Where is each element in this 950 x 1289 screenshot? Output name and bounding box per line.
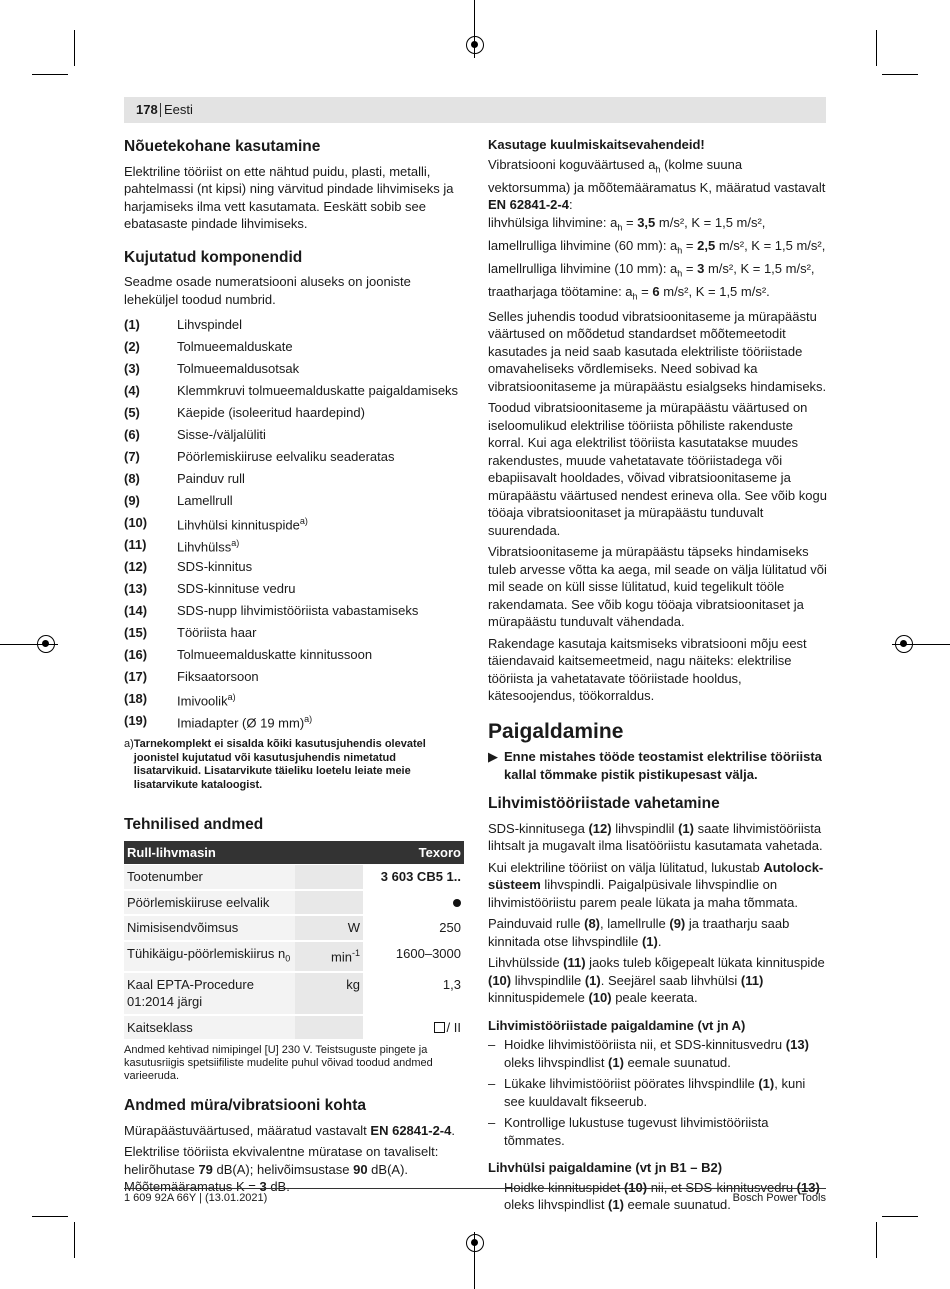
list-item [124,424,464,446]
key-text: Tühikäigu-pöörlemiskiirus n [127,945,286,961]
paragraph: Toodud vibratsioonitaseme ja mürapäästu väärtused on iseloomulikud elektrilise tööriista põhiliste rakenduste korral. Kui aga elektrilist tööriista kasutatakse muudes rakendustes, muude vahetatavate tööriistadega või ebapiisavalt hooldades, võivad vibratsioonitaseme ja mürapäästu väärtused nendest erineva olla. See võib kogu tööaja vibratsioonitaset ja mürapäästu tunduvalt suurendada. [488,400,827,538]
ref: (13) [796,1179,820,1195]
ref: (11) [563,955,586,971]
part-number: (5) [124,405,140,421]
text: saate lihvimistööriista lihtsalt ja mugavalt ilma lisatööriistu kasutamata vahetada. [488,820,823,854]
vibration-line [488,237,826,256]
table-cell-value: 3 603 CB5 1.. [363,865,464,890]
text: m/s², K = 1,5 m/s², [655,214,766,230]
part-number: (8) [124,471,140,487]
part-number: (18) [124,691,148,707]
footnote-text: Tarnekomplekt ei sisalda kõiki kasutusjuhendis olevatel joonistel kujutatud või kasutusjuhendis nimetatud lisatarvikuid. Lisatarvikute täieliku loetelu leiate meie lisatarvikute kataloogist. [133,738,426,791]
part-text: Sisse-/väljalüliti [177,427,266,443]
list-item [124,336,464,358]
crop-mark [32,74,68,75]
registration-mark-icon [466,1234,484,1252]
text: lihvspindlil [611,820,679,836]
list-item [124,358,464,380]
text: m/s², K = 1,5 m/s². [659,283,770,299]
vibration-values [488,156,828,306]
vibration-line [488,283,770,302]
part-text: Imivoolik [177,692,228,708]
text: (kolme suuna vektorsumma) ja mõõtemääramatus K, määratud vastavalt [488,156,826,195]
table-header-left: Rull-lihvmasin [124,841,363,865]
table-cell-key: Kaal EPTA-Procedure 01:2014 järgi [124,972,295,1015]
text: dB. [266,1179,290,1195]
part-text: Pöörlemiskiiruse eelvaliku seaderatas [177,449,395,465]
paragraph [488,915,828,950]
text: Lükake lihvimistööriist pöörates lihvspindlile [504,1076,759,1092]
paragraph [488,820,828,855]
ref: (10) [623,1179,648,1195]
text: m/s², K = 1,5 m/s², [715,237,826,253]
text: lamellrulliga lihvimine (10 mm): a [488,260,678,276]
unit-superscript: -1 [351,947,360,958]
text: = [637,283,653,299]
text: dB(A); helivõimsustase [212,1161,354,1177]
part-text: Lihvhülsi kinnituspide [177,516,300,532]
part-label [177,624,256,642]
filled-dot-icon [453,899,461,907]
part-text: SDS-nupp lihvimistööriista vabastamiseks [177,603,419,619]
paragraph [488,954,828,1007]
text: Elektrilise tööriista ekvivalentne müratase on tavaliselt: helirõhutase [124,1144,439,1177]
ref: (10) [488,972,512,988]
part-label [177,558,252,576]
text: h [677,245,683,256]
part-number: (15) [124,625,148,641]
text: h [617,222,623,233]
page-number: 178 [136,102,158,117]
text: jaoks tuleb kõigepealt lükata kinnituspide [585,955,825,971]
part-text: Lamellrull [177,493,233,509]
table-cell-key [124,941,295,972]
list-item [124,380,464,402]
text: oleks lihvspindlist [504,1054,609,1070]
part-text: Fiksaatorsoon [177,669,259,685]
table-cell-value: 250 [363,915,464,941]
text: Kui elektriline tööriist on välja lülitatud, lukustab [488,859,764,875]
part-text: Lihvhülss [177,538,232,554]
subsection-title: Lihvhülsi paigaldamine (vt jn B1 – B2) [488,1160,723,1176]
key-subscript: 0 [285,953,291,964]
part-text: Imiadapter (Ø 19 mm) [177,714,305,730]
text: Vibratsiooni koguväärtused a [488,156,656,172]
text: traatharjaga töötamine: a [488,283,633,299]
part-number: (11) [124,537,147,553]
text: m/s², K = 1,5 m/s², [704,260,815,276]
text: Mürapäästuväärtused, määratud vastavalt [124,1122,371,1138]
text: = [622,214,638,230]
part-label [177,470,245,488]
text: lihvhülsiga lihvimine: a [488,214,618,230]
ref: (1) [758,1076,775,1092]
vibration-value: 3,5 [637,214,656,230]
footnote-ref: a) [231,537,240,548]
part-text: SDS-kinnitus [177,559,253,575]
text: = [682,260,698,276]
section-title: Nõuetekohane kasutamine [124,138,321,155]
ref: (1) [678,820,694,836]
list-item [124,644,464,666]
part-label [177,404,365,422]
dash: – [488,1076,496,1092]
ref: (1) [608,1197,624,1213]
list-item [124,446,464,468]
part-label [177,316,242,334]
list-item [124,468,464,490]
document-number: 1 609 92A 66Y | (13.01.2021) [124,1192,268,1204]
subsection-title: Lihvimistööriistade paigaldamine (vt jn A) [488,1017,746,1033]
table-row [124,972,464,1015]
list-item [124,710,464,732]
part-label [177,689,236,710]
table-row [124,865,464,890]
ref: (1) [584,972,601,988]
ref: (13) [785,1037,809,1053]
list-item [124,490,464,512]
vibration-value: 2,5 [697,237,716,253]
text: dB(A). Mõõtemääramatus K = [124,1161,409,1195]
dash: – [488,1179,496,1195]
term: Autolock-süsteem [488,859,824,893]
parts-list [124,314,464,732]
step-list [488,1036,828,1149]
table-note: Andmed kehtivad nimipingel [U] 230 V. Teistsuguste pingete ja kasutusriigis spetsiifiliste mudelite puhul võivad toodud andmed varieeruda. [124,1044,433,1083]
dash: – [488,1037,496,1053]
crop-mark [876,30,877,66]
table-cell-unit [295,1015,363,1041]
table-row [124,1015,464,1041]
text: h [677,268,683,279]
vibration-lines [488,214,826,302]
crop-mark [32,1216,68,1217]
step-text: Kontrollige lukustuse tugevust lihvimistööriista tõmmates. [504,1115,769,1148]
vibration-value: 6 [652,283,660,299]
table-cell-value [363,890,464,916]
table-cell-unit [295,890,363,916]
value: 79 [198,1161,213,1177]
registration-mark-icon [895,635,913,653]
part-number: (4) [124,383,140,399]
table-cell-unit: W [295,915,363,941]
part-text: Tolmueemaldusotsak [177,361,300,377]
footnote [124,738,464,792]
part-label [177,360,299,378]
list-item [124,314,464,336]
list-item [124,578,464,600]
text: : [568,197,573,213]
table-cell-key: Pöörlemiskiiruse eelvalik [124,890,295,916]
table-cell-unit: kg [295,972,363,1015]
protection-class-icon [434,1022,445,1033]
warning-item [488,748,828,783]
text: , lamellrulle [600,916,670,932]
list-item [124,622,464,644]
step-text [504,1036,828,1071]
part-label [177,602,418,620]
part-number: (12) [124,559,148,575]
section-title: Tehnilised andmed [124,816,264,833]
part-number: (19) [124,713,148,729]
standard: EN 62841-2-4 [370,1122,452,1138]
list-item [488,1075,828,1110]
text: lihvspindlile [511,972,585,988]
ref: (12) [588,820,612,836]
text: h [632,291,638,302]
unit-text: min [331,948,352,964]
table-cell-unit [295,865,363,890]
vibration-value: 3 [697,260,705,276]
list-item [124,534,464,556]
text: eemale suunatud. [623,1054,731,1070]
list-item [124,402,464,424]
part-number: (9) [124,493,140,509]
part-number: (16) [124,647,148,663]
part-label [177,513,308,534]
table-cell-key: Nimisisendvõimsus [124,915,295,941]
part-number: (3) [124,361,140,377]
table-cell-key: Kaitseklass [124,1015,295,1041]
part-label [177,646,372,664]
ref: (11) [740,972,764,988]
text: ja traatharju saab kinnitada otse lihvspindlile [488,916,790,949]
footnote-ref: a) [304,713,313,724]
text: Lihvhülsside [488,955,564,971]
text: SDS-kinnitusega [488,820,589,836]
part-label [177,426,266,444]
registration-mark-icon [37,635,55,653]
text: . [657,933,662,949]
table-row [124,915,464,941]
text: oleks lihvspindlist [504,1197,609,1213]
text: kinnituspidemele [488,990,589,1006]
vibration-line [488,260,815,279]
ref: (1) [641,933,658,949]
table-header-row [124,841,464,865]
section-title: Andmed müra/vibratsiooni kohta [124,1097,367,1115]
text: peale keerata. [611,990,698,1006]
text: Hoidke kinnituspidet [504,1179,624,1195]
part-text: Tööriista haar [177,625,257,641]
value: 3 [259,1179,267,1195]
part-label [177,492,233,510]
list-item [124,600,464,622]
list-item [488,1114,828,1149]
part-text: Käepide (isoleeritud haardepind) [177,405,365,421]
section-title: Lihvimistööriistade vahetamine [488,795,720,813]
crop-mark [882,1216,918,1217]
paragraph: Selles juhendis toodud vibratsioonitaseme ja mürapäästu väärtused on mõõdetud standardset mõõtemeetodit kasutades ja neid saab kasutada elektriliste tööriistade omavaheliseks võrdlemiseks. Need sobivad ka vibratsioonitaseme ja mürapäästu esialgseks hindamiseks. [488,308,827,394]
part-number: (13) [124,581,148,597]
list-item [124,688,464,710]
footnote-key: a) [124,738,134,750]
paragraph [124,1122,464,1140]
text: . [451,1122,455,1138]
header-divider [160,103,161,117]
page-footer [124,1188,826,1204]
text: , kuni see kuuldavalt fikseerub. [504,1076,806,1109]
part-number: (7) [124,449,140,465]
part-text: Tolmueemalduskatte kinnitussoon [177,647,373,663]
ref: (1) [608,1054,624,1070]
value: 90 [353,1161,368,1177]
paragraph: Vibratsioonitaseme ja mürapäästu täpseks hindamiseks tuleb arvesse võtta ka aega, mil seade on välja lülitatud või mil seade on küll sisse lülitatud, kuid tegelikult tööle rakendamata. See võib kogu tööaja vibratsioonitaset ja mürapäästu tunduvalt vähendada. [488,544,827,630]
crop-mark [882,74,918,75]
part-number: (17) [124,669,148,685]
part-label [177,382,458,400]
text: = [682,237,698,253]
table-cell-value: 1600–3000 [363,941,464,972]
subscript: h [655,164,661,175]
list-item [124,666,464,688]
vibration-line [488,214,766,233]
left-column [124,132,464,1200]
paragraph: Elektriline tööriist on ette nähtud puidu, plasti, metalli, pahtelmassi (nt kipsi) ning värvitud pindade lihvimiseks ja harjamiseks ilma vett kasutamata. Eeskätt sobib see ebatasaste pindade lihvimiseks. [124,163,454,231]
ref: (8) [584,916,601,932]
part-text: Klemmkruvi tolmueemalduskatte paigaldamiseks [177,383,459,399]
warning-text: Enne mistahes tööde teostamist elektrilise tööriista kallal tõmmake pistik pistikupesast välja. [504,749,822,782]
text: nii, et SDS-kinnitusvedru [647,1179,797,1195]
ref: (9) [669,916,686,932]
crop-mark [74,30,75,66]
value-text: / II [446,1019,461,1035]
text: lamellrulliga lihvimine (60 mm): a [488,237,678,253]
table-header-right: Texoro [363,841,464,865]
footnote-ref: a) [227,691,236,702]
part-label [177,580,296,598]
table-row [124,941,464,972]
paragraph: Rakendage kasutaja kaitsmiseks vibratsiooni mõju eest täiendavaid kaitsemeetmeid, nagu näiteks: elektrilise tööriista ja vahetatavate tööriistade hooldus, kätesoojendus, töökorraldus. [488,635,807,704]
text: lihvspindli. Paigalpüsivale lihvspindlie on lihvimistööriistu parem peale lükata ja maha tõmmata. [488,877,798,910]
brand-name: Bosch Power Tools [732,1192,826,1204]
crop-mark [876,1222,877,1258]
part-number: (1) [124,317,140,333]
part-label [177,448,395,466]
chapter-title: Paigaldamine [488,719,624,743]
part-number: (14) [124,603,148,619]
right-column [488,132,828,1218]
list-item [488,1036,828,1071]
table-cell-value [363,1015,464,1041]
tech-data-table [124,841,464,1042]
text: Painduvaid rulle [488,916,585,932]
part-number: (10) [124,515,148,531]
registration-mark-icon [466,36,484,54]
bold-notice: Kasutage kuulmiskaitsevahendeid! [488,137,705,152]
part-label [177,711,312,732]
footnote-ref: a) [299,515,308,526]
page-header [124,97,826,123]
part-text: Lihvspindel [177,317,243,333]
part-label [177,668,259,686]
part-label [177,338,293,356]
arrow-icon: ▶ [488,749,498,765]
paragraph: Seadme osade numeratsiooni aluseks on jooniste leheküljel toodud numbrid. [124,274,411,307]
crop-mark [74,1222,75,1258]
list-item [124,556,464,578]
step-text [504,1075,828,1110]
dash: – [488,1115,496,1131]
table-cell-key: Tootenumber [124,865,295,890]
text: Hoidke lihvimistööriista nii, et SDS-kinnitusvedru [504,1037,786,1053]
table-row [124,890,464,916]
language-label: Eesti [164,102,193,117]
table-cell-value: 1,3 [363,972,464,1015]
part-number: (2) [124,339,140,355]
text: . Seejärel saab lihvhülsi [600,972,741,988]
text: eemale suunatud. [623,1197,731,1213]
part-text: Tolmueemalduskate [177,339,293,355]
list-item [124,512,464,534]
standard: EN 62841-2-4 [488,197,569,213]
part-number: (6) [124,427,140,443]
part-text: Painduv rull [177,471,245,487]
ref: (10) [588,990,612,1006]
section-title: Kujutatud komponendid [124,248,303,266]
paragraph [488,859,828,912]
table-cell-unit [295,941,363,972]
part-text: SDS-kinnituse vedru [177,581,296,597]
part-label [177,535,239,556]
